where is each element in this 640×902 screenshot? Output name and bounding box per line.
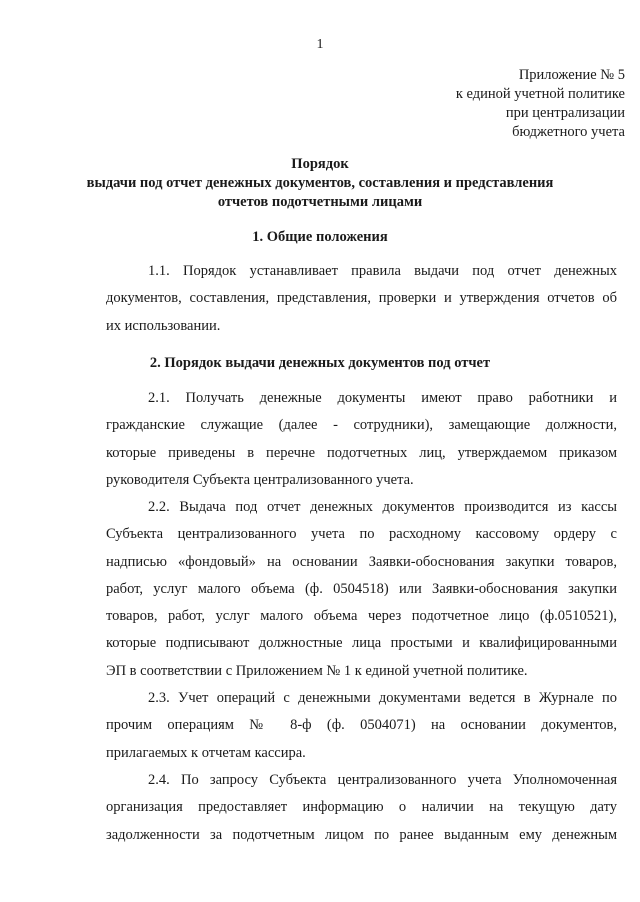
- text-line: их использовании.: [106, 317, 221, 334]
- text-line: Субъекта централизованного учета по расходному кассовому ордеру с: [106, 526, 617, 543]
- text-line: надписью «фондовый» на основании Заявки-обоснования закупки товаров,: [106, 553, 617, 570]
- paragraph-2-2: [106, 494, 617, 685]
- appendix-line: при централизации: [505, 105, 625, 121]
- text-line: работ, услуг малого объема (ф. 0504518) или Заявки-обоснования закупки: [106, 580, 617, 597]
- page-number: 1: [316, 37, 324, 52]
- paragraph-2-3: [106, 685, 617, 767]
- paragraph-1-1: [106, 258, 617, 340]
- appendix-line: Приложение № 5: [518, 67, 625, 83]
- section-1-heading: 1. Общие положения: [252, 229, 388, 245]
- text-line: прочим операциям № 8-ф (ф. 0504071) на основании документов,: [106, 717, 617, 734]
- section-2-heading: 2. Порядок выдачи денежных документов под отчет: [149, 355, 491, 371]
- text-line: 2.4. По запросу Субъекта централизованного учета Уполномоченная: [148, 772, 617, 788]
- text-line: 2.3. Учет операций с денежными документами ведется в Журнале по: [148, 690, 617, 706]
- text-line: организация предоставляет информацию о наличии на текущую дату: [106, 799, 617, 816]
- text-line: 2.2. Выдача под отчет денежных документов производится из кассы: [148, 499, 617, 515]
- paragraph-2-4: [106, 767, 617, 849]
- appendix-note: [456, 66, 625, 142]
- text-line: документов, составления, представления, проверки и утверждения отчетов об: [106, 290, 617, 307]
- text-line: ЭП в соответствии с Приложением № 1 к единой учетной политике.: [106, 662, 528, 679]
- text-line: товаров, работ, услуг малого объема через подотчетное лицо (ф.0510521),: [106, 608, 617, 625]
- paragraph-2-1: [106, 385, 617, 494]
- text-line: задолженности за подотчетным лицом по ранее выданным ему денежным: [106, 826, 617, 843]
- text-line: руководителя Субъекта централизованного учета.: [106, 471, 414, 488]
- title-line: выдачи под отчет денежных документов, составления и представления: [86, 175, 554, 191]
- title-line: Порядок: [291, 156, 349, 172]
- appendix-line: к единой учетной политике: [455, 86, 625, 102]
- text-line: которые подписывают должностные лица простыми и квалифицированными: [106, 635, 617, 652]
- text-line: которые приведены в перечне подотчетных лиц, утверждаемом приказом: [106, 444, 617, 461]
- text-line: прилагаемых к отчетам кассира.: [106, 744, 306, 761]
- title-line: отчетов подотчетными лицами: [217, 194, 423, 210]
- document-title: [0, 155, 640, 212]
- text-line: 1.1. Порядок устанавливает правила выдачи под отчет денежных: [148, 263, 617, 279]
- appendix-line: бюджетного учета: [512, 124, 625, 140]
- text-line: гражданские служащие (далее - сотрудники), замещающие должности,: [106, 417, 617, 434]
- text-line: 2.1. Получать денежные документы имеют право работники и: [148, 390, 617, 406]
